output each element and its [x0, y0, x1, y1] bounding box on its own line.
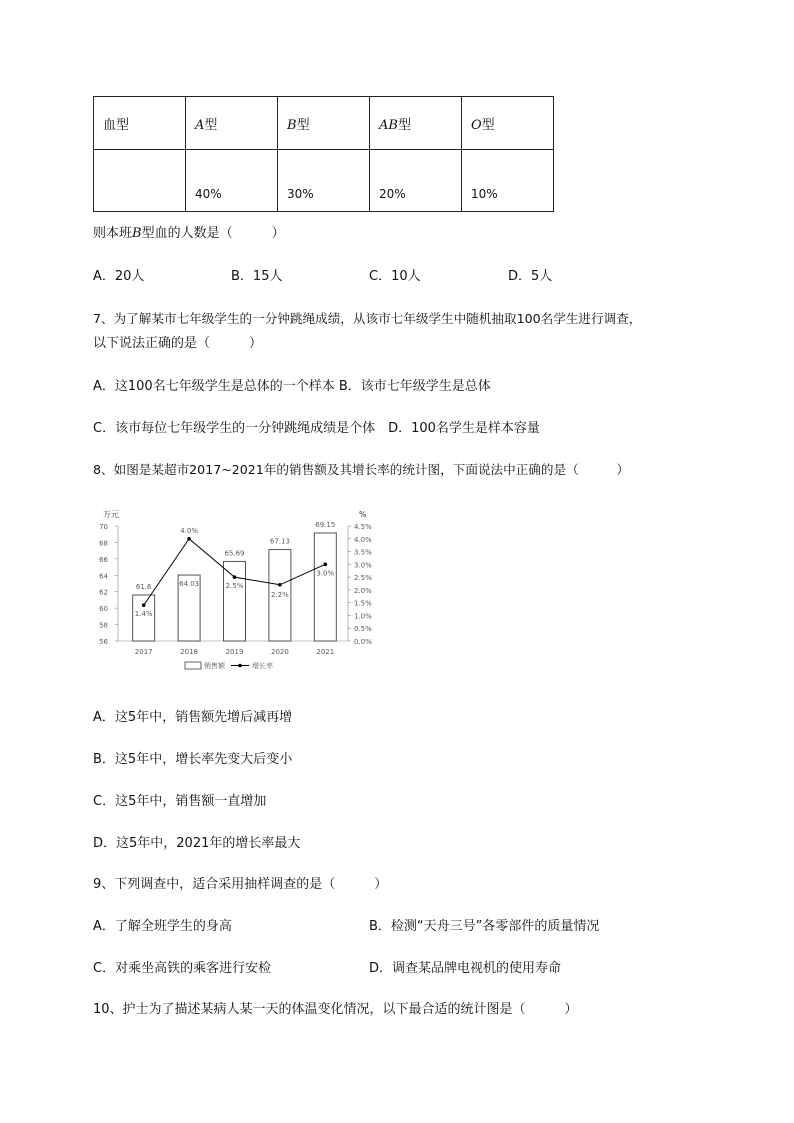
growth-data-label: 3.0% — [316, 569, 335, 578]
q7-stem-line2: 以下说法正确的是（ ） — [93, 336, 263, 351]
table-cell: 10% — [462, 150, 554, 212]
blood-type-table — [93, 96, 554, 212]
table-cell: B型 — [278, 97, 370, 150]
q6-option-a[interactable]: A．20人 — [93, 269, 145, 284]
table-cell: AB型 — [370, 97, 462, 150]
y2-tick-label: 3.0% — [354, 561, 372, 570]
q6-option-d[interactable]: D．5人 — [508, 269, 553, 284]
bar-data-label: 65.69 — [224, 549, 245, 558]
legend-bar-label: 销售额 — [204, 662, 225, 670]
blood-type-letter: A — [195, 117, 205, 133]
q9-option-a[interactable]: A．了解全班学生的身高 — [93, 919, 232, 934]
y-tick-label: 70 — [99, 523, 108, 531]
blood-type-letter: O — [471, 117, 482, 133]
y2-tick-label: 2.0% — [354, 586, 372, 595]
q7-options-line1[interactable]: A．这100名七年级学生是总体的一个样本 B．该市七年级学生是总体 — [93, 379, 491, 394]
x-tick-label: 2019 — [225, 648, 244, 656]
q8-option-c[interactable]: C．这5年中，销售额一直增加 — [93, 794, 267, 809]
legend-line-label: 增长率 — [252, 662, 273, 670]
growth-point — [278, 583, 282, 587]
legend-bar-swatch — [185, 662, 201, 669]
y2-tick-label: 1.5% — [354, 599, 372, 608]
table-cell: 40% — [186, 150, 278, 212]
y2-tick-label: 0.0% — [354, 638, 372, 646]
bar-data-label: 67.13 — [269, 537, 290, 546]
q8-option-b[interactable]: B．这5年中，增长率先变大后变小 — [93, 752, 293, 767]
growth-data-label: 4.0% — [180, 526, 198, 535]
x-tick-label: 2021 — [316, 648, 335, 656]
table-header-row — [94, 97, 554, 150]
q8-option-d[interactable]: D．这5年中，2021年的增长率最大 — [93, 836, 301, 851]
growth-point — [324, 563, 328, 567]
y-tick-label: 58 — [99, 621, 108, 630]
y2-tick-label: 0.5% — [354, 625, 372, 634]
q6-stem: 则本班B型血的人数是（ ） — [93, 226, 285, 241]
table-cell: 30% — [278, 150, 370, 212]
q9-option-c[interactable]: C．对乘坐高铁的乘客进行安检 — [93, 961, 272, 976]
chart-svg — [93, 506, 383, 678]
q8-option-a[interactable]: A．这5年中，销售额先增后减再增 — [93, 710, 293, 725]
bar-data-label: 69.15 — [315, 520, 336, 529]
y-tick-label: 68 — [99, 539, 108, 548]
q7-stem-line1: 7、为了解某市七年级学生的一分钟跳绳成绩，从该市七年级学生中随机抽取100名学生进行调查， — [93, 311, 642, 326]
y2-tick-label: 4.0% — [354, 535, 372, 544]
table-cell — [94, 150, 186, 212]
table-cell: 血型 — [94, 97, 186, 150]
y-tick-label: 62 — [99, 588, 108, 597]
legend-line-marker — [238, 664, 242, 668]
sales-growth-chart — [93, 506, 383, 678]
y-axis-title: 万元 — [103, 510, 119, 519]
blood-type-letter: AB — [379, 117, 398, 133]
q8-stem: 8、如图是某超市2017~2021年的销售额及其增长率的统计图，下面说法中正确的是（ ） — [93, 462, 630, 477]
q6-option-c[interactable]: C．10人 — [369, 269, 421, 284]
x-tick-label: 2020 — [270, 648, 289, 656]
q9-stem: 9、下列调查中，适合采用抽样调查的是（ ） — [93, 877, 388, 892]
blood-type-letter: B — [287, 117, 297, 133]
q9-option-d[interactable]: D．调查某品牌电视机的使用寿命 — [369, 961, 562, 976]
y-tick-label: 64 — [99, 572, 108, 581]
table-cell: 20% — [370, 150, 462, 212]
bar — [224, 561, 246, 641]
table-cell: A型 — [186, 97, 278, 150]
y2-tick-label: 3.5% — [354, 548, 372, 557]
growth-data-label: 1.4% — [134, 610, 153, 619]
growth-point — [233, 575, 237, 579]
y2-tick-label: 2.5% — [354, 574, 372, 583]
table-value-row — [94, 150, 554, 212]
growth-data-label: 2.5% — [225, 582, 244, 591]
q6-option-b[interactable]: B．15人 — [231, 269, 283, 284]
bar-data-label: 61.6 — [135, 583, 152, 591]
x-tick-label: 2018 — [180, 648, 199, 656]
bar-data-label: 64.03 — [179, 580, 200, 589]
y2-tick-label: 4.5% — [354, 523, 372, 531]
x-tick-label: 2017 — [134, 648, 153, 656]
y-tick-label: 56 — [99, 638, 108, 646]
table-cell: O型 — [462, 97, 554, 150]
blood-type-letter: B — [132, 226, 142, 241]
growth-point — [187, 537, 191, 541]
q10-stem: 10、护士为了描述某病人某一天的体温变化情况，以下最合适的统计图是（ ） — [93, 1002, 578, 1017]
bar — [314, 533, 336, 641]
y2-tick-label: 1.0% — [354, 612, 372, 621]
y2-axis-title: % — [359, 510, 367, 519]
growth-data-label: 2.2% — [271, 590, 289, 599]
q7-options-line2[interactable]: C．该市每位七年级学生的一分钟跳绳成绩是个体 D．100名学生是样本容量 — [93, 421, 540, 436]
q9-option-b[interactable]: B．检测“天舟三号”各零部件的质量情况 — [369, 919, 600, 934]
y-tick-label: 60 — [99, 605, 108, 614]
y-tick-label: 66 — [99, 555, 108, 564]
growth-point — [142, 603, 146, 607]
